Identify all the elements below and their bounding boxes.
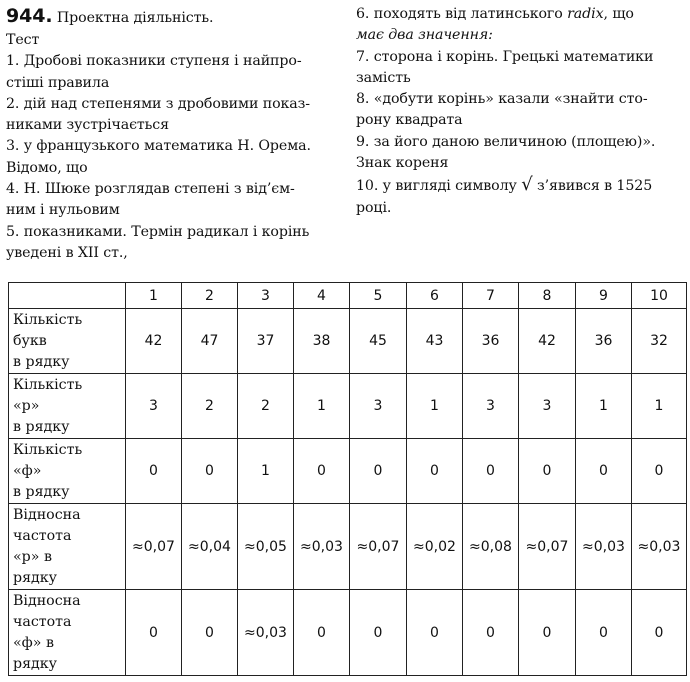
text-line: ним і нульовим <box>6 202 120 219</box>
corner-cell <box>9 283 126 309</box>
table-cell: 3 <box>126 374 182 439</box>
column-header: 1 <box>126 283 182 309</box>
text-line: 1. Дробові показники ступеня і найпро- <box>6 53 302 70</box>
right-text-column <box>356 4 686 219</box>
text-line: замість <box>356 69 411 86</box>
table-cell: 2 <box>238 374 294 439</box>
text-fragment: 6. походять від латинського <box>356 6 568 22</box>
square-root-symbol: √ <box>521 174 533 196</box>
text-fragment: 10. у вигляді символу <box>356 178 522 195</box>
column-header: 7 <box>463 283 519 309</box>
table-cell: ≈0,03 <box>576 504 632 590</box>
text-line: 4. Н. Шюке розглядав степені з від’єм- <box>6 181 295 198</box>
text-line: 3. у французького математика Н. Орема. <box>6 138 311 155</box>
text-line: Відомо, що <box>6 159 88 176</box>
text-line: уведені в XII ст., <box>6 244 128 261</box>
column-header: 10 <box>632 283 687 309</box>
left-text-column <box>6 4 350 264</box>
column-header: 5 <box>350 283 407 309</box>
table-cell: 0 <box>632 590 687 676</box>
table-cell: 38 <box>294 309 350 374</box>
table-cell: 36 <box>576 309 632 374</box>
table-cell: 0 <box>126 439 182 504</box>
table-cell: 37 <box>238 309 294 374</box>
text-line: 7. сторона і корінь. Грецькі математики <box>356 48 654 65</box>
table-cell: ≈0,07 <box>350 504 407 590</box>
table-cell: ≈0,08 <box>463 504 519 590</box>
table-row-r-count <box>9 374 687 439</box>
table-cell: 32 <box>632 309 687 374</box>
table-cell: 0 <box>519 439 576 504</box>
column-header: 4 <box>294 283 350 309</box>
table-cell: 0 <box>576 439 632 504</box>
table-cell: ≈0,03 <box>238 590 294 676</box>
table-row-f-count <box>9 439 687 504</box>
table-cell: 42 <box>126 309 182 374</box>
table-cell: 45 <box>350 309 407 374</box>
text-line <box>356 174 686 197</box>
row-label: Відносна частота «ф» в рядку <box>9 590 126 676</box>
table-cell: 1 <box>294 374 350 439</box>
radix-word: radix <box>567 6 604 22</box>
table-cell: 0 <box>294 439 350 504</box>
table-cell: 42 <box>519 309 576 374</box>
table-cell: 0 <box>407 590 463 676</box>
table-cell: ≈0,03 <box>632 504 687 590</box>
row-label: Кількість букв в рядку <box>9 309 126 374</box>
text-line: 9. за його даною величиною (площею)». <box>356 133 656 150</box>
text-fragment: з’явився в 1525 <box>532 178 653 195</box>
row-label: Відносна частота «р» в рядку <box>9 504 126 590</box>
text-fragment: , що <box>603 6 634 22</box>
table-cell: ≈0,05 <box>238 504 294 590</box>
table-cell: 0 <box>350 439 407 504</box>
table-cell: 0 <box>182 590 238 676</box>
text-line: стіші правила <box>6 74 110 91</box>
table-cell: 47 <box>182 309 238 374</box>
table-row-letters <box>9 309 687 374</box>
table-cell: ≈0,04 <box>182 504 238 590</box>
table-cell: 0 <box>350 590 407 676</box>
table-cell: 0 <box>519 590 576 676</box>
frequency-table <box>8 282 687 676</box>
table-cell: 0 <box>126 590 182 676</box>
exercise-heading <box>6 4 350 30</box>
text-line: никами зустрічається <box>6 117 169 134</box>
table-row-r-frequency <box>9 504 687 590</box>
table-cell: 3 <box>350 374 407 439</box>
table-cell: 0 <box>294 590 350 676</box>
table-cell: 0 <box>632 439 687 504</box>
column-header: 8 <box>519 283 576 309</box>
table-cell: 0 <box>576 590 632 676</box>
table-cell: 3 <box>463 374 519 439</box>
table-cell: ≈0,07 <box>519 504 576 590</box>
table-cell: 0 <box>407 439 463 504</box>
exercise-subtitle: Тест <box>6 32 40 48</box>
table-cell: 1 <box>238 439 294 504</box>
table-cell: 43 <box>407 309 463 374</box>
column-header: 6 <box>407 283 463 309</box>
table-cell: 1 <box>576 374 632 439</box>
table-cell: 0 <box>463 590 519 676</box>
row-label: Кількість «ф» в рядку <box>9 439 126 504</box>
text-line: рону квадрата <box>356 112 463 129</box>
exercise-number: 944. <box>6 5 53 27</box>
table-cell: 1 <box>632 374 687 439</box>
exercise-title: Проектна діяльність. <box>56 10 214 26</box>
table-cell: ≈0,07 <box>126 504 182 590</box>
table-cell: 3 <box>519 374 576 439</box>
row-label: Кількість «р» в рядку <box>9 374 126 439</box>
table-cell: 0 <box>182 439 238 504</box>
table-cell: 2 <box>182 374 238 439</box>
column-header: 3 <box>238 283 294 309</box>
table-header-row <box>9 283 687 309</box>
text-line: 2. дій над степенями з дробовими показ- <box>6 95 310 112</box>
table-cell: ≈0,02 <box>407 504 463 590</box>
table-cell: 0 <box>463 439 519 504</box>
table-cell: 36 <box>463 309 519 374</box>
text-line <box>356 4 686 25</box>
text-line: 5. показниками. Термін радикал і корінь <box>6 223 310 240</box>
text-line: році. <box>356 199 392 216</box>
table-cell: ≈0,03 <box>294 504 350 590</box>
text-line: Знак кореня <box>356 155 449 172</box>
text-line: має два значення: <box>356 27 493 44</box>
table-row-f-frequency <box>9 590 687 676</box>
text-line: 8. «добути корінь» казали «знайти сто- <box>356 91 648 108</box>
column-header: 2 <box>182 283 238 309</box>
table-cell: 1 <box>407 374 463 439</box>
column-header: 9 <box>576 283 632 309</box>
